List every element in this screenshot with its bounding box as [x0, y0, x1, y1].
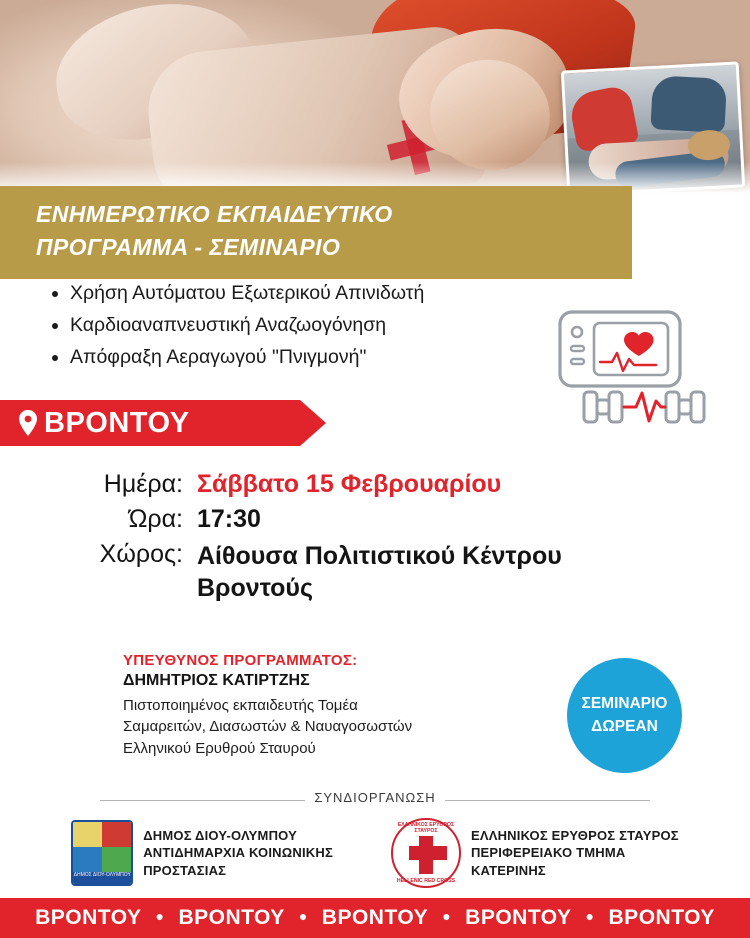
free-seminar-badge [567, 658, 682, 773]
topics-list [52, 278, 532, 375]
program-title-line1: ΕΝΗΜΕΡΩΤΙΚΟ ΕΚΠΑΙΔΕΥΤΙΚΟ [36, 201, 393, 227]
footer-item: ΒΡΟΝΤΟΥ [608, 906, 715, 929]
responsible-name: ΔΗΜΗΤΡΙΟΣ ΚΑΤΙΡΤΖΗΣ [123, 672, 310, 689]
footer-separator: ● [298, 908, 308, 924]
footer-ticker [0, 898, 750, 938]
detail-value: Αίθουσα Πολιτιστικού Κέντρου Βροντούς [197, 542, 562, 602]
red-cross-horizontal [409, 846, 447, 860]
logo-text-line: ΠΕΡΙΦΕΡΕΙΑΚΟ ΤΜΗΜΑ [470, 845, 626, 861]
program-title-line2: ΠΡΟΓΡΑΜΜΑ - ΣΕΜΙΝΑΡΙΟ [36, 234, 341, 261]
location-banner [0, 400, 300, 446]
footer-item: ΒΡΟΝΤΟΥ [178, 906, 285, 929]
emblem-quadrant [73, 822, 102, 847]
emblem-quadrant [102, 822, 131, 847]
logo-municipality [71, 818, 333, 888]
logo-text-line: ΑΝΤΙΔΗΜΑΡΧΙΑ ΚΟΙΝΩΝΙΚΗΣ [143, 845, 333, 861]
footer-separator: ● [442, 908, 452, 924]
footer-separator: ● [155, 908, 165, 924]
badge-line1: ΣΕΜΙΝΑΡΙΟ [581, 695, 668, 713]
divider-left [100, 800, 305, 801]
logo-text-line: ΠΡΟΣΤΑΣΙΑΣ [143, 862, 227, 878]
municipality-dion-olympos-emblem [71, 820, 133, 886]
detail-label: Χώρος: [99, 540, 183, 568]
coorganizers-label: ΣΥΝΔΙΟΡΓΑΝΩΣΗ [314, 790, 436, 805]
detail-row-venue [0, 540, 750, 604]
footer-item: ΒΡΟΝΤΟΥ [35, 906, 142, 929]
responsible-description-line: Σαμαρειτών, Διασωστών & Ναυαγοσωστών [123, 718, 413, 736]
inset-person-blue [650, 75, 727, 133]
hero-photo [0, 0, 750, 196]
badge-line2: ΔΩΡΕΑΝ [591, 717, 658, 735]
footer-item: ΒΡΟΝΤΟΥ [321, 906, 429, 929]
detail-row-time [0, 505, 750, 534]
detail-value: Σάββατο 15 Φεβρουαρίου [197, 470, 502, 498]
emblem-quadrant [73, 847, 102, 872]
responsible-description-line: Πιστοποιημένος εκπαιδευτής Τομέα [123, 697, 358, 714]
list-item: • Καρδιοαναπνευστική Αναζωογόνηση [70, 310, 532, 340]
program-responsible [123, 652, 503, 759]
hellenic-red-cross-emblem [391, 818, 461, 888]
emblem-quadrant [102, 847, 131, 872]
coorganizers-logos [0, 818, 750, 888]
red-cross-logo-text [471, 827, 679, 880]
detail-label: Ημέρα: [103, 470, 183, 498]
responsible-heading: ΥΠΕΥΘΥΝΟΣ ΠΡΟΓΡΑΜΜΑΤΟΣ: [123, 652, 358, 669]
location-pin-icon [18, 410, 38, 436]
footer-item: ΒΡΟΝΤΟΥ [465, 906, 572, 929]
logo-red-cross [391, 818, 679, 888]
emblem-caption: ΔΗΜΟΣ ΔΙΟΥ-ΟΛΥΜΠΟΥ [73, 872, 131, 884]
logo-text-line: ΕΛΛΗΝΙΚΟΣ ΕΡΥΘΡΟΣ ΣΤΑΥΡΟΣ [470, 827, 679, 843]
detail-label: Ώρα: [128, 505, 183, 533]
divider-right [445, 800, 650, 801]
location-arrow [300, 400, 326, 446]
location-label: ΒΡΟΝΤΟΥ [44, 406, 190, 439]
logo-text-line: ΔΗΜΟΣ ΔΙΟΥ-ΟΛΥΜΠΟΥ [143, 827, 297, 843]
emblem-ring-top: ΕΛΛΗΝΙΚΟΣ ΕΡΥΘΡΟΣ ΣΤΑΥΡΟΣ [397, 822, 455, 834]
aed-defibrillator-icon [532, 296, 722, 446]
municipality-logo-text [143, 827, 333, 880]
logo-text-line: ΚΑΤΕΡΙΝΗΣ [470, 862, 546, 878]
list-item: • Χρήση Αυτόματου Εξωτερικού Απινιδωτή [70, 278, 532, 308]
list-item: • Απόφραξη Αεραγωγού "Πνιγμονή" [70, 342, 532, 372]
program-title-bar [0, 186, 632, 279]
responsible-description [123, 695, 503, 759]
detail-row-day [0, 470, 750, 499]
footer-separator: ● [585, 908, 595, 924]
detail-value: 17:30 [197, 505, 261, 533]
event-details [0, 470, 750, 610]
emblem-ring-bottom: HELLENIC RED CROSS [396, 878, 456, 884]
responsible-description-line: Ελληνικού Ερυθρού Σταυρού [123, 739, 316, 757]
